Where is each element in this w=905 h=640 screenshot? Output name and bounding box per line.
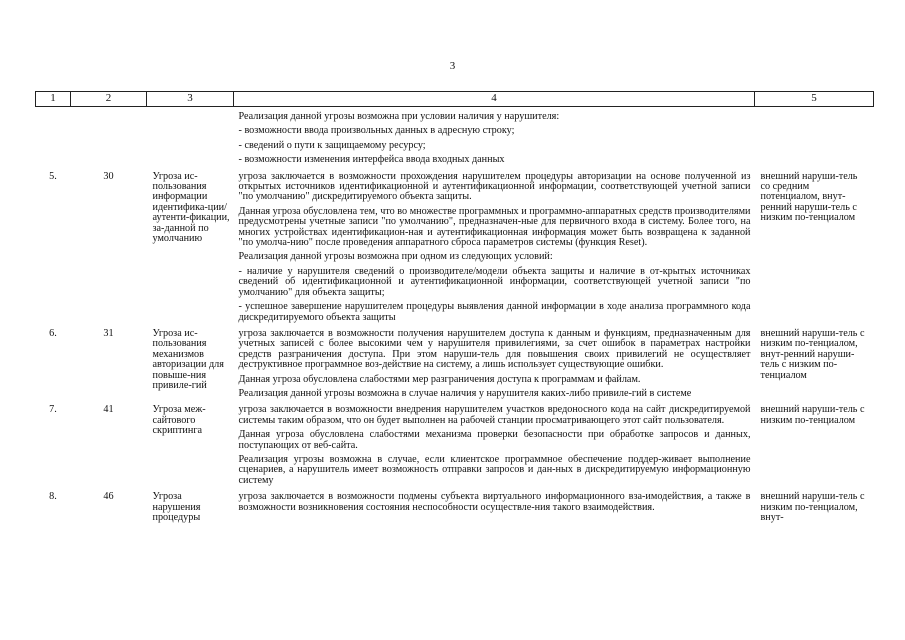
paragraph: - возможности изменения интерфейса ввода входных данных bbox=[238, 154, 505, 166]
paragraph: Реализация угрозы возможна в случае, если клиентское программное обеспечение поддер-живает выполнение сценариев, а нарушитель имеет возможность отправки запросов и дан-ных в дискредитируемую информационную систему bbox=[238, 453, 751, 486]
table-row bbox=[36, 170, 874, 327]
threat-description bbox=[234, 327, 755, 403]
row-number: 6. bbox=[49, 327, 57, 339]
paragraph: Данная угроза обусловлена слабостями мер разграничения доступа к программам и файлам. bbox=[238, 373, 641, 385]
paragraph: угроза заключается в возможности внедрения нарушителем участков вредоносного кода на сайт дискредитируемой системы таким образом, что он будет выполнен на рабочей станции просматривающего этот сайт пользователя. bbox=[238, 404, 751, 426]
row-number: 8. bbox=[49, 491, 57, 503]
threat-name: Угроза ис-пользования механизмов авторизации для повыше-ния привиле-гий bbox=[152, 327, 224, 391]
threat-description bbox=[234, 170, 755, 327]
threat-code: 30 bbox=[103, 170, 114, 182]
threats-table bbox=[35, 91, 874, 523]
paragraph: угроза заключается в возможности прохождения нарушителем процедуры авторизации на основе полученной из открытых источников идентификационной и аутентификационной информации, соответствующей учетной записи "по умолчанию" дискредитируемого объекта защиты. bbox=[238, 170, 751, 203]
page-number: 3 bbox=[449, 60, 456, 72]
column-header: 2 bbox=[71, 92, 147, 107]
threat-description bbox=[234, 490, 755, 523]
table-row bbox=[36, 490, 874, 523]
continuation-row bbox=[36, 107, 874, 170]
row-number: 5. bbox=[49, 170, 57, 182]
threat-name: Угроза ис-пользования информации идентифика-ции/аутенти-фикации, за-данной по умолчанию bbox=[152, 170, 230, 245]
paragraph: Данная угроза обусловлена слабостями механизма проверки безопасности при обработке запросов и данных, поступающих от веб-сайта. bbox=[238, 429, 751, 451]
violator-type: внешний наруши-тель с низким по-тенциалом, внут-ренний наруши-тель с низким по-тенциалом bbox=[760, 327, 865, 381]
paragraph: Реализация данной угрозы возможна при одном из следующих условий: bbox=[238, 251, 553, 263]
threat-name: Угроза меж-сайтового скриптинга bbox=[152, 404, 206, 437]
column-header: 5 bbox=[755, 92, 874, 107]
paragraph: - успешное завершение нарушителем процедуры выявления данной информации в ходе анализа программного кода дискредитируемого объекта защиты bbox=[238, 301, 751, 323]
threat-description bbox=[234, 403, 755, 490]
violator-type: внешний наруши-тель со средним потенциалом, внут-ренний наруши-тель с низким по-тенциалом bbox=[760, 170, 858, 224]
paragraph: - сведений о пути к защищаемому ресурсу; bbox=[238, 139, 426, 151]
threat-name: Угроза нарушения процедуры bbox=[152, 491, 201, 523]
column-header: 4 bbox=[234, 92, 755, 107]
paragraph: угроза заключается в возможности подмены субъекта виртуального информационного вза-имодействия, а также в возможности возникновения состояния неспособности осуществле-ния такого взаимодействия. bbox=[238, 491, 751, 513]
column-header: 3 bbox=[147, 92, 234, 107]
row-number: 7. bbox=[49, 404, 57, 416]
header-row bbox=[36, 92, 874, 107]
threat-code: 46 bbox=[103, 491, 114, 503]
continuation-text bbox=[234, 107, 755, 170]
paragraph: Реализация данной угрозы возможна в случае наличия у нарушителя каких-либо привиле-гий в системе bbox=[238, 387, 692, 399]
paragraph: - наличие у нарушителя сведений о производителе/модели объекта защиты и наличие в от-крытых источниках сведений об идентификационной и аутентификационной информации, соответствующей учетной записи "по умолчанию" для объекта защиты; bbox=[238, 265, 751, 298]
violator-type: внешний наруши-тель с низким по-тенциалом, внут- bbox=[760, 491, 865, 523]
table-row bbox=[36, 403, 874, 490]
paragraph: Данная угроза обусловлена тем, что во множестве программных и программно-аппаратных средств производителями предусмотрены учетные записи "по умолчанию", предназначен-ные для первичного входа в систему. Более того, на многих устройствах идентификацион-ная и аутентификационная информация может быть возвращена к заданной "по умолча-нию" после проведения аппаратного сброса параметров системы (функция Reset). bbox=[238, 205, 751, 249]
paragraph: - возможности ввода произвольных данных в адресную строку; bbox=[238, 125, 515, 137]
violator-type: внешний наруши-тель с низким по-тенциалом bbox=[760, 404, 865, 426]
paragraph: угроза заключается в возможности получения нарушителем доступа к данным и функциям, предназначенным для учетных записей с более высокими чем у нарушителя привилегиями, за счет ошибок в параметрах настройки средств разграничения доступа. При этом наруши-тель для повышения своих привилегий не осуществляет деструктивное программное воз-действие на систему, а лишь использует существующие ошибки. bbox=[238, 327, 751, 371]
threat-code: 41 bbox=[103, 404, 114, 416]
table-row bbox=[36, 327, 874, 403]
column-header: 1 bbox=[36, 92, 71, 107]
threat-code: 31 bbox=[103, 327, 114, 339]
paragraph: Реализация данной угрозы возможна при условии наличия у нарушителя: bbox=[238, 111, 560, 122]
